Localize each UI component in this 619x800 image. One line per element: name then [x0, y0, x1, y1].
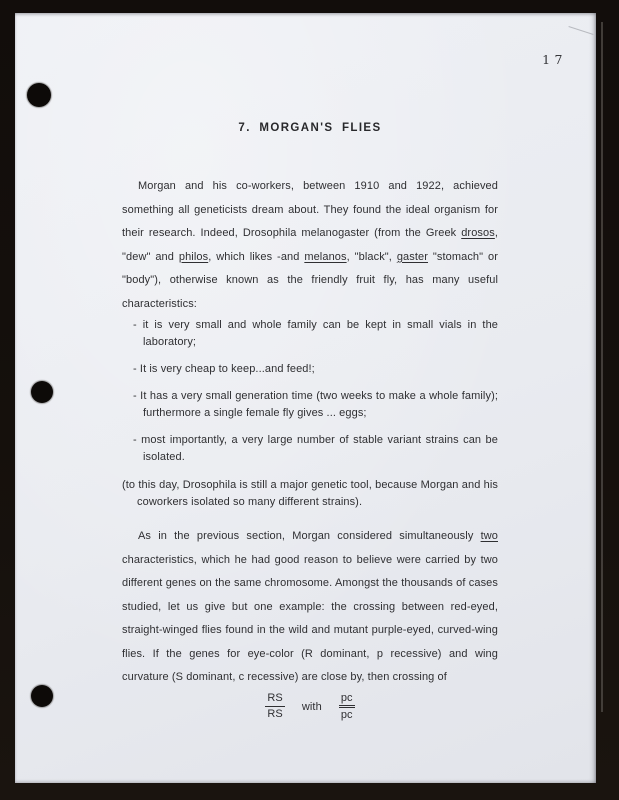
formula — [122, 693, 498, 721]
fraction-rs — [265, 693, 284, 720]
fraction-pc-numerator: pc — [339, 693, 355, 708]
paragraph-intro — [122, 175, 498, 316]
list-item: - it is very small and whole family can be kept in small vials in the laboratory; — [133, 319, 498, 348]
page-number: 17 — [542, 52, 567, 67]
fraction-pc-denominator: pc — [340, 708, 353, 721]
fraction-rs-denominator: RS — [267, 708, 283, 720]
underlined-term: two — [480, 530, 498, 542]
underlined-term: melanos — [304, 250, 347, 263]
paper-corner-fold — [568, 26, 593, 35]
page-title: 7. MORGAN'S FLIES — [238, 122, 382, 134]
text-run: , which likes -and — [208, 250, 305, 263]
formula-connector: with — [301, 700, 322, 713]
underlined-term: gaster — [396, 250, 429, 263]
underlined-term: philos — [178, 250, 209, 263]
paper-edge-line — [601, 22, 603, 712]
list-item: - It has a very small generation time (two weeks to make a whole family); furthermore a single female fly gives ... eggs; — [133, 390, 498, 419]
text-run: characteristics, which he had good reason to believe were carried by two different genes on the same chromosome. Amongst the thousands of cases studied, let us give but one example: the crossing between red-eyed, straight-winged flies found in the wild and mutant purple-eyed, curved-wing flies. If the genes for eye-color (R dominant, p recessive) and wing curvature (S dominant, c recessive) are close by, then crossing of — [122, 553, 498, 683]
paragraph-crossing — [122, 525, 498, 690]
text-run: As in the previous section, Morgan considered simultaneously — [138, 530, 481, 542]
aside-note: (to this day, Drosophila is still a major genetic tool, because Morgan and his coworkers isolated so many different strains). — [122, 479, 498, 508]
text-run: Morgan and his co-workers, between 1910 and 1922, achieved something all geneticists dream about. They found the ideal organism for their research. Indeed, Drosophila melanogaster (from the Greek — [122, 180, 498, 239]
text-run: , "black", — [346, 250, 397, 263]
punch-hole-icon — [27, 83, 51, 107]
text-run: "stomach" or "body"), otherwise known as the friendly fruit fly, has many useful characteristics: — [122, 250, 498, 310]
punch-hole-icon — [31, 685, 53, 707]
page-content — [122, 13, 498, 721]
fraction-pc — [339, 693, 355, 721]
fraction-rs-numerator: RS — [265, 693, 284, 707]
characteristics-list — [122, 317, 498, 466]
page — [15, 13, 596, 783]
punch-hole-icon — [31, 381, 53, 403]
text-run: , "dew" and — [122, 227, 498, 263]
list-item: - It is very cheap to keep...and feed!; — [133, 363, 315, 375]
list-item: - most importantly, a very large number of stable variant strains can be isolated. — [133, 434, 498, 463]
underlined-term: drosos — [461, 227, 495, 239]
